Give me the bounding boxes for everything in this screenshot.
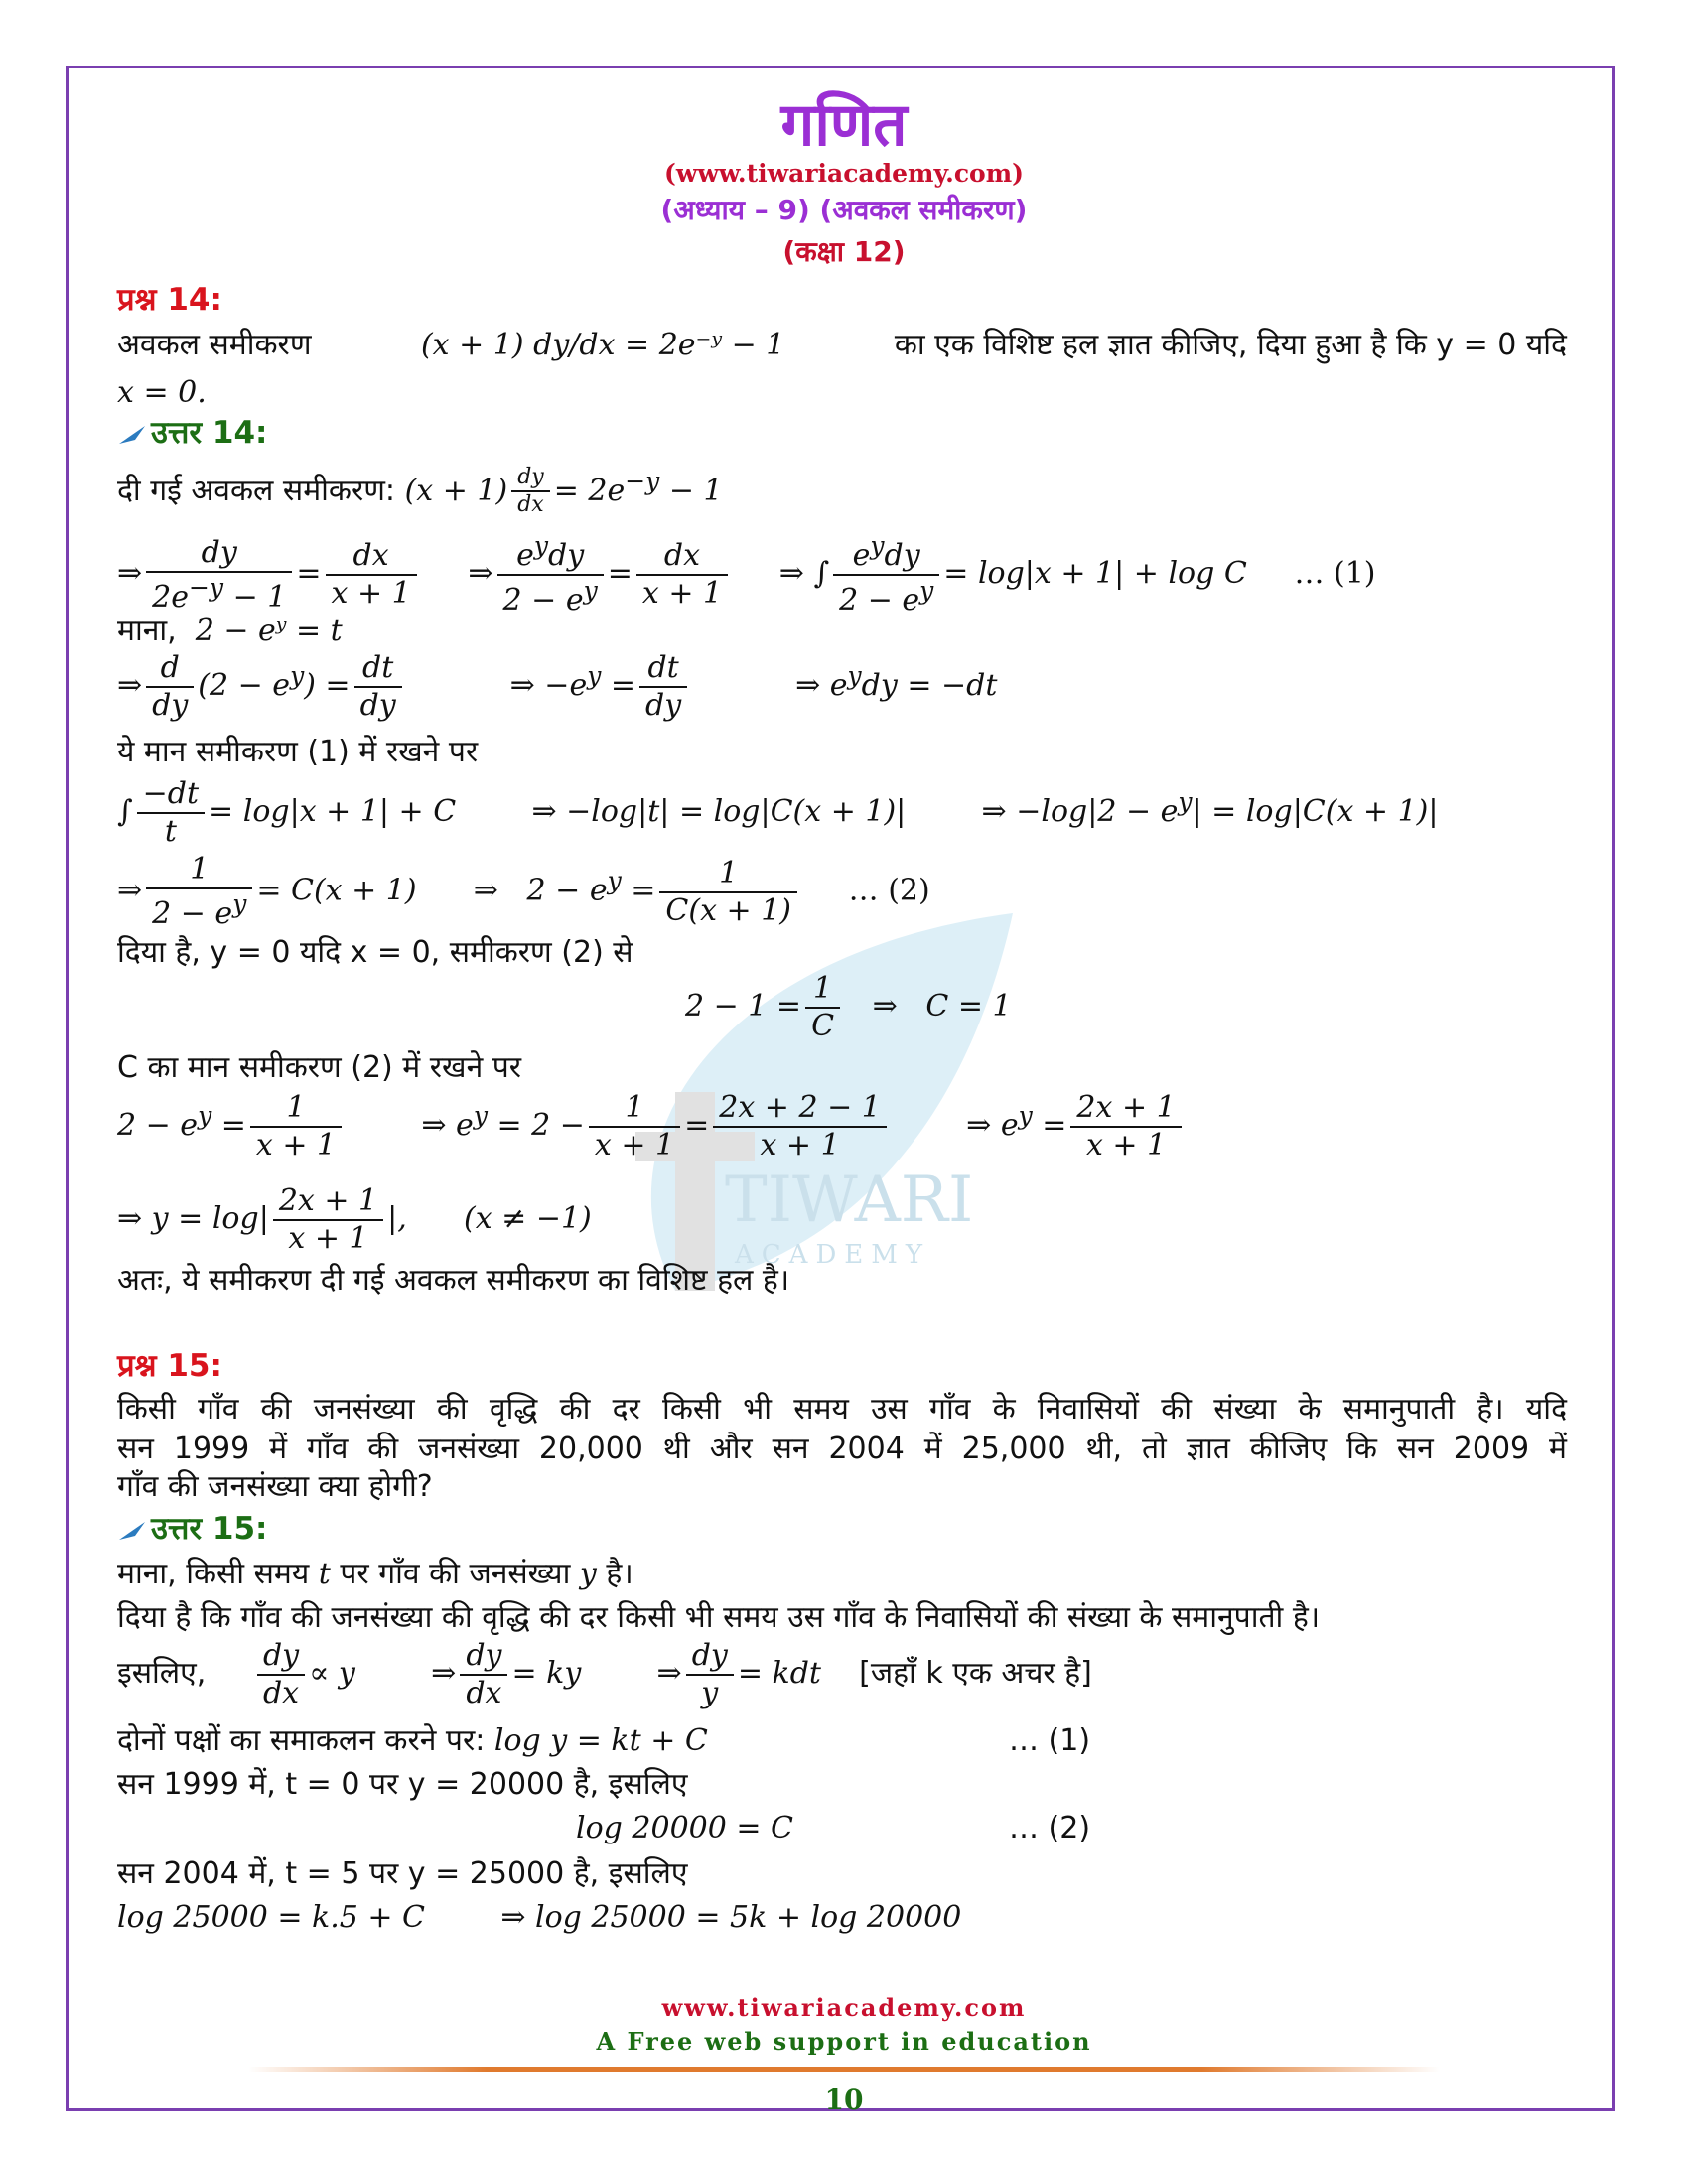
quill-icon (117, 424, 147, 446)
answer-14-label: उत्तर 14: (117, 415, 267, 452)
class-label: (कक्षा 12) (782, 235, 906, 268)
question-14-label: प्रश्न 14: (117, 282, 222, 318)
a14-conclusion: अतः, ये समीकरण दी गई अवकल समीकरण का विशिष्ट हल है। (117, 1263, 790, 1297)
answer-15-label: उत्तर 15: (117, 1511, 267, 1548)
page-title: गणित (780, 90, 908, 160)
a14-final-row: ⇒ y = log| $\frac{2x + 1}{x + 1}$ |, (x ≠ −1) (117, 1183, 592, 1256)
a15-integration-row: दोनों पक्षों का समाकलन करने पर: log y = kt + C … (1) (117, 1723, 1091, 1758)
footer-tagline: A Free web support in education (596, 2027, 1092, 2056)
a14-integration-row: ∫ $\frac{-dt}{t}$ = log|x + 1| + C ⇒ −log|t| = log|C(x + 1)| ⇒ $-\log|2 - e^y| = \log|C(x + 1)|$ (117, 776, 1439, 849)
q14-text-b: का एक विशिष्ट हल ज्ञात कीजिए, दिया हुआ है कि y = 0 यदि (894, 328, 1567, 362)
a14-separation-row: ⇒ $\frac{dy}{2e^{-y} - 1}$ = $\frac{dx}{x + 1}$ ⇒ $\frac{e^ydy}{2 - e^y}$ = $\frac{dx}{x + 1}$ ⇒ ∫ $\frac{e^ydy}{2 - e^y}$ = log|x + 1| + log C … (1) (117, 531, 1376, 617)
a14-put-c: C का मान समीकरण (2) में रखने पर (117, 1050, 522, 1085)
q15-line-3: गाँव की जनसंख्या क्या होगी? (117, 1469, 433, 1504)
a14-line-1: दी गई अवकल समीकरण: (x + 1) $\frac{dy}{dx}$ = $2e^{-y} - 1$ (117, 465, 723, 518)
q14-text-c: x = 0. (117, 375, 207, 410)
a14-given-condition: दिया है, y = 0 यदि x = 0, समीकरण (2) से (117, 935, 633, 970)
a15-proportional-row: इसलिए, $\frac{dy}{dx}$ ∝ y ⇒ $\frac{dy}{dx}$ = ky ⇒ $\frac{dy}{y}$ = kdt [जहाँ k एक अचर है] (117, 1638, 1092, 1710)
a15-year-1999: सन 1999 में, t = 0 पर y = 20000 है, इसलिए (117, 1767, 688, 1802)
watermark-text: TIWARI (725, 1163, 974, 1237)
q14-equation: (x + 1) dy/dx = 2e⁻ʸ − 1 (420, 328, 785, 362)
q15-line-2: सन 1999 में गाँव की जनसंख्या 20,000 थी और सन 2004 में 25,000 थी, तो ज्ञात कीजिए कि सन 2009 में (117, 1432, 1567, 1466)
question-14-text (117, 328, 1567, 363)
a15-line-1: माना, किसी समय t पर गाँव की जनसंख्या y है। (117, 1557, 633, 1591)
a14-reciprocal-row: ⇒ $\frac{1}{2 - e^y}$ = C(x + 1) ⇒ $2 - e^y$ = $\frac{1}{C(x + 1)}$ … (2) (117, 852, 930, 931)
question-15-label: प्रश्न 15: (117, 1348, 222, 1384)
a14-constant-row: 2 − 1 = $\frac{1}{C}$ ⇒ C = 1 (685, 971, 1012, 1043)
a15-eq3-row: log 25000 = k.5 + C ⇒ log 25000 = 5k + log 20000 (117, 1900, 962, 1935)
watermark-subtext: ACADEMY (735, 1240, 931, 1270)
a15-line-2: दिया है कि गाँव की जनसंख्या की वृद्धि की दर किसी भी समय उस गाँव के निवासियों की संख्या के समानुपाती है। (117, 1600, 1321, 1635)
q15-line-1: किसी गाँव की जनसंख्या की वृद्धि की दर किसी भी समय उस गाँव के निवासियों की संख्या के समानुपाती है। यदि (117, 1392, 1567, 1427)
a15-eq2-row: log 20000 = C … (2) (576, 1811, 1091, 1845)
footer-site-link[interactable]: www.tiwariacademy.com (661, 1993, 1027, 2022)
chapter-title: (अध्याय – 9) (अवकल समीकरण) (660, 194, 1028, 226)
a14-substitution: माना, 2 − eʸ = t (117, 614, 343, 648)
q14-text-a: अवकल समीकरण (117, 328, 312, 362)
quill-icon (117, 1520, 147, 1542)
footer-divider (248, 2067, 1440, 2072)
a14-solve-row: $2 - e^y$ = $\frac{1}{x + 1}$ ⇒ $e^y = 2$ − $\frac{1}{x + 1}$ = $\frac{2x + 2 - 1}{x + 1}$ ⇒ $e^y$ = $\frac{2x + 1}{x + 1}$ (117, 1090, 1186, 1163)
a15-year-2004: सन 2004 में, t = 5 पर y = 25000 है, इसलिए (117, 1856, 688, 1891)
page-number: 10 (824, 2083, 864, 2116)
a14-put-values: ये मान समीकरण (1) में रखने पर (117, 735, 479, 769)
a14-derivative-row: ⇒ $\frac{d}{dy}$ $(2 - e^y)$ = $\frac{dt}{dy}$ ⇒ $-e^y$ = $\frac{dt}{dy}$ ⇒ $e^ydy = -dt$ (117, 650, 998, 723)
header-site[interactable]: (www.tiwariacademy.com) (663, 159, 1024, 188)
